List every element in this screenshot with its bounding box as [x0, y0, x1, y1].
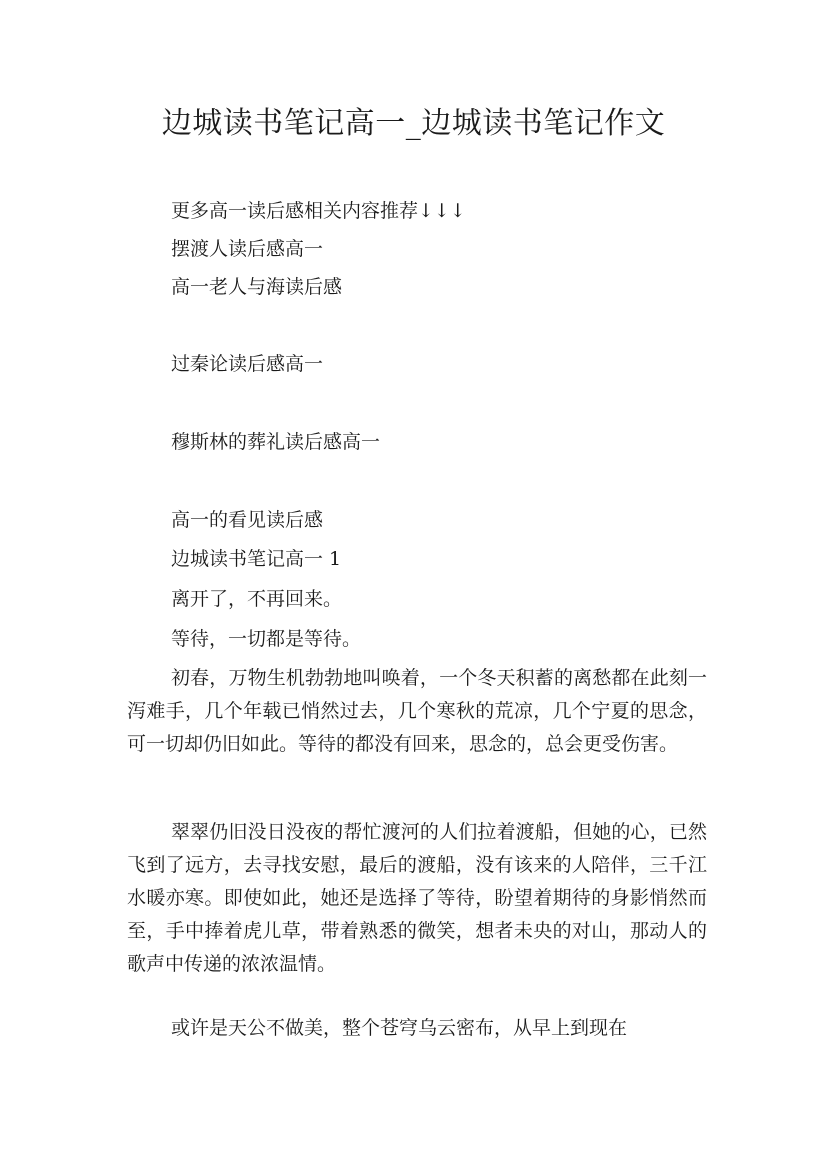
section-heading: 边城读书笔记高一 1 — [171, 548, 342, 570]
recommend-line: 摆渡人读后感高一 — [171, 238, 324, 260]
body-line: 等待，一切都是等待。 — [171, 628, 362, 650]
paragraph: 翠翠仍旧没日没夜的帮忙渡河的人们拉着渡船，但她的心，已然飞到了远方，去寻找安慰，最后的渡船，没有该来的人陪伴，三千江水暖亦寒。即使如此，她还是选择了等待，盼望着期待的身影悄然而至，手中捧着虎儿草，带着熟悉的微笑，想者未央的对山，那动人的歌声中传递的浓浓温情。 — [127, 821, 707, 975]
recommend-line: 高一的看见读后感 — [171, 509, 324, 531]
paragraph: 或许是天公不做美，整个苍穹乌云密布，从早上到现在 — [171, 1017, 628, 1039]
body-line: 离开了，不再回来。 — [171, 588, 343, 610]
recommend-line: 过秦论读后感高一 — [171, 353, 324, 375]
recommend-line: 穆斯林的葬礼读后感高一 — [171, 431, 381, 453]
document-title: 边城读书笔记高一_边城读书笔记作文 — [161, 106, 666, 141]
recommend-line: 更多高一读后感相关内容推荐↓↓↓ — [171, 200, 466, 222]
recommend-line: 高一老人与海读后感 — [171, 276, 343, 298]
paragraph: 初春，万物生机勃勃地叫唤着，一个冬天积蓄的离愁都在此刻一泻难手，几个年载已悄然过去，几个寒秋的荒凉，几个宁夏的思念，可一切却仍旧如此。等待的都没有回来，思念的，总会更受伤害。 — [127, 667, 707, 755]
